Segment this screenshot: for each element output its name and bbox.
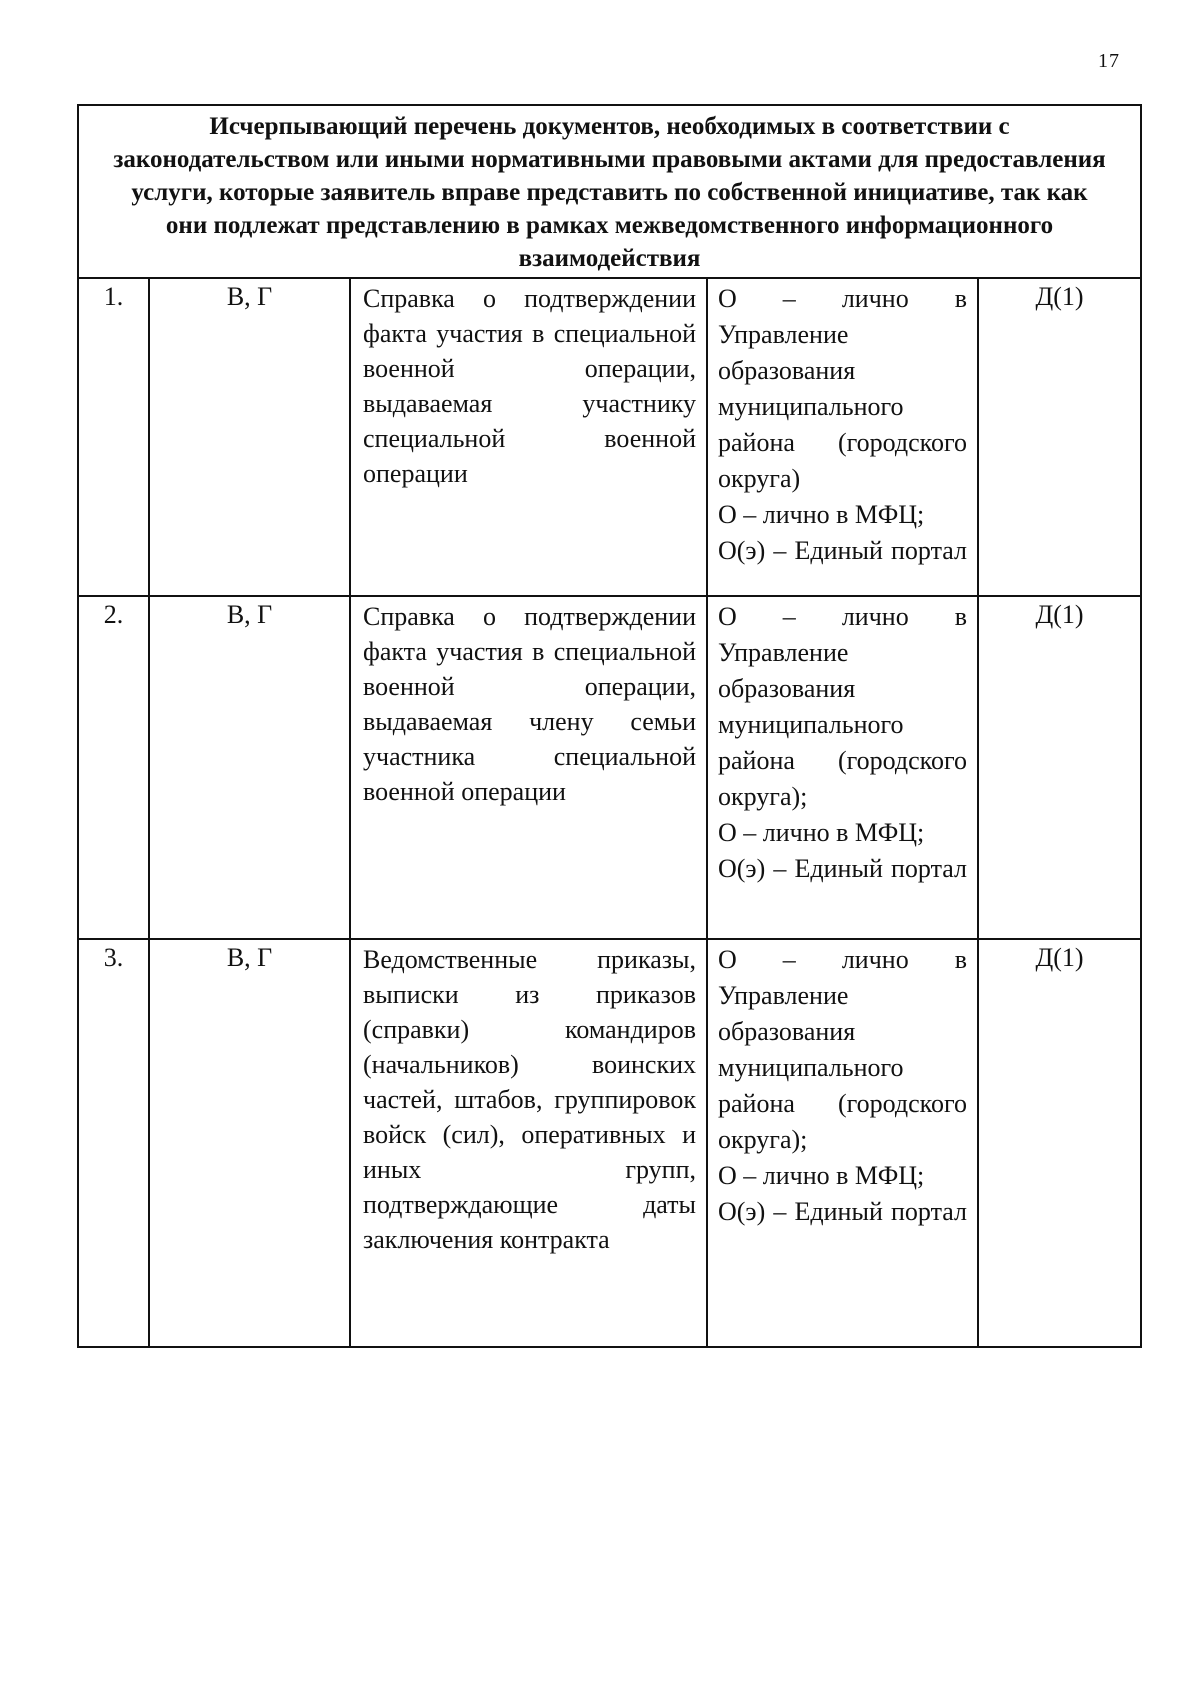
document-code: Д(1) xyxy=(978,278,1141,596)
table-header-row xyxy=(78,105,1141,278)
method-line: О – лично в МФЦ; xyxy=(718,500,925,529)
table-row xyxy=(78,939,1141,1347)
documents-table xyxy=(77,104,1142,1348)
table-row xyxy=(78,596,1141,939)
applicant-category: В, Г xyxy=(149,939,350,1347)
submission-method xyxy=(707,596,978,939)
method-line: О(э) – Единый портал xyxy=(718,1197,967,1226)
document-name: Справка о подтверждении факта участия в специальной военной операции, выдаваемая члену семьи участника специальной военной операции xyxy=(350,596,707,939)
method-line: О – лично в Управление образования муниципального района (городского округа); xyxy=(718,602,967,811)
method-line: О – лично в Управление образования муниципального района (городского округа); xyxy=(718,945,967,1154)
applicant-category: В, Г xyxy=(149,278,350,596)
row-number: 3. xyxy=(78,939,149,1347)
applicant-category: В, Г xyxy=(149,596,350,939)
document-code: Д(1) xyxy=(978,596,1141,939)
method-line: О(э) – Единый портал xyxy=(718,854,967,883)
table-row xyxy=(78,278,1141,596)
row-number: 1. xyxy=(78,278,149,596)
document-name: Ведомственные приказы, выписки из приказов (справки) командиров (начальников) воинских частей, штабов, группировок войск (сил), оперативных и иных групп, подтверждающие даты заключения контракта xyxy=(350,939,707,1347)
submission-method xyxy=(707,939,978,1347)
table-header: Исчерпывающий перечень документов, необходимых в соответствии с законодательством или иными нормативными правовыми актами для предоставления услуги, которые заявитель вправе представить по собственной инициативе, так как они подлежат представлению в рамках межведомственного информационного взаимодействия xyxy=(78,105,1141,278)
method-line: О – лично в МФЦ; xyxy=(718,1161,925,1190)
method-line: О – лично в Управление образования муниципального района (городского округа) xyxy=(718,284,967,493)
row-number: 2. xyxy=(78,596,149,939)
document-name: Справка о подтверждении факта участия в специальной военной операции, выдаваемая участнику специальной военной операции xyxy=(350,278,707,596)
page-number: 17 xyxy=(1098,50,1120,72)
method-line: О(э) – Единый портал xyxy=(718,536,967,565)
document-code: Д(1) xyxy=(978,939,1141,1347)
method-line: О – лично в МФЦ; xyxy=(718,818,925,847)
submission-method xyxy=(707,278,978,596)
